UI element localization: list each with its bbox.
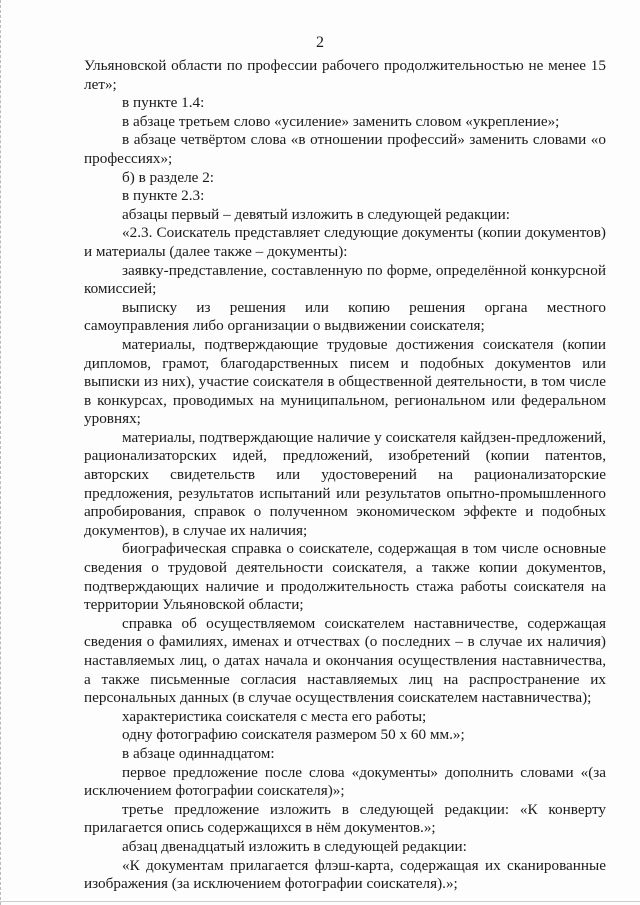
paragraph-11: материалы, подтверждающие трудовые достижения соискателя (копии дипломов, грамот, благодарственных писем и подобных документов или выписки из них), участие соискателя в общественной деятельности, в том числе в конкурсах, проводимых на муниципальном, региональном или федеральном уровнях; — [84, 335, 606, 428]
paragraph-21: «К документам прилагается флэш-карта, содержащая их сканированные изображения (за исключением фотографии соискателя).»; — [84, 856, 606, 893]
paragraph-4: в абзаце четвёртом слова «в отношении профессий» заменить словами «о профессиях»; — [84, 131, 606, 167]
document-body — [84, 57, 606, 894]
scan-bottom-edge — [0, 901, 640, 902]
paragraph-8: «2.3. Соискатель представляет следующие документы (копии документов) и материалы (далее также – документы): — [84, 224, 606, 260]
paragraph-16: одну фотографию соискателя размером 50 х 60 мм.»; — [122, 726, 465, 744]
paragraph-15: характеристика соискателя с места его работы; — [122, 707, 427, 725]
paragraph-12: материалы, подтверждающие наличие у соискателя кайдзен-предложений, рационализаторских идей, предложений, изобретений (копии патентов, авторских свидетельств или удостоверений на рационализаторские предложения, результатов испытаний или результатов опытно-промышленного апробирования, справок о полученном экономическом эффекте и подобных документов), в случае их наличия; — [84, 428, 606, 539]
paragraph-2: в пункте 1.4: — [122, 94, 205, 112]
paragraph-9: заявку-представление, составленную по форме, определённой конкурсной комиссией; — [84, 261, 606, 298]
paragraph-6: в пункте 2.3: — [122, 187, 205, 205]
paragraph-20: абзац двенадцатый изложить в следующей редакции: — [122, 837, 467, 855]
page-number: 2 — [316, 34, 324, 51]
paragraph-13: биографическая справка о соискателе, содержащая в том числе основные сведения о трудовой деятельности соискателя, а также копии документов, подтверждающих наличие и продолжительность стажа работы соискателя на территории Ульяновской области; — [84, 540, 606, 614]
paragraph-1: Ульяновской области по профессии рабочего продолжительностью не менее 15 лет»; — [84, 57, 606, 93]
paragraph-19: третье предложение изложить в следующей редакции: «К конверту прилагается опись содержащихся в нём документов.»; — [84, 800, 606, 837]
paragraph-18: первое предложение после слова «документы» дополнить словами «(за исключением фотографии соискателя)»; — [84, 763, 606, 800]
paragraph-7: абзацы первый – девятый изложить в следующей редакции: — [122, 205, 511, 223]
paragraph-10: выписку из решения или копию решения органа местного самоуправления либо организации о выдвижении соискателя; — [84, 298, 606, 335]
paragraph-3: в абзаце третьем слово «усиление» заменить словом «укрепление»; — [122, 112, 560, 130]
scan-left-edge — [0, 0, 7, 905]
paragraph-17: в абзаце одиннадцатом: — [122, 744, 275, 762]
paragraph-14: справка об осуществляемом соискателем наставничестве, содержащая сведения о фамилиях, именах и отчествах (о последних – в случае их наличия) наставляемых лиц, о датах начала и окончания осуществления наставничества, а также письменные согласия наставляемых лиц на распространение их персональных данных (в случае осуществления соискателем наставничества); — [84, 614, 606, 707]
paragraph-5: б) в разделе 2: — [122, 168, 215, 186]
